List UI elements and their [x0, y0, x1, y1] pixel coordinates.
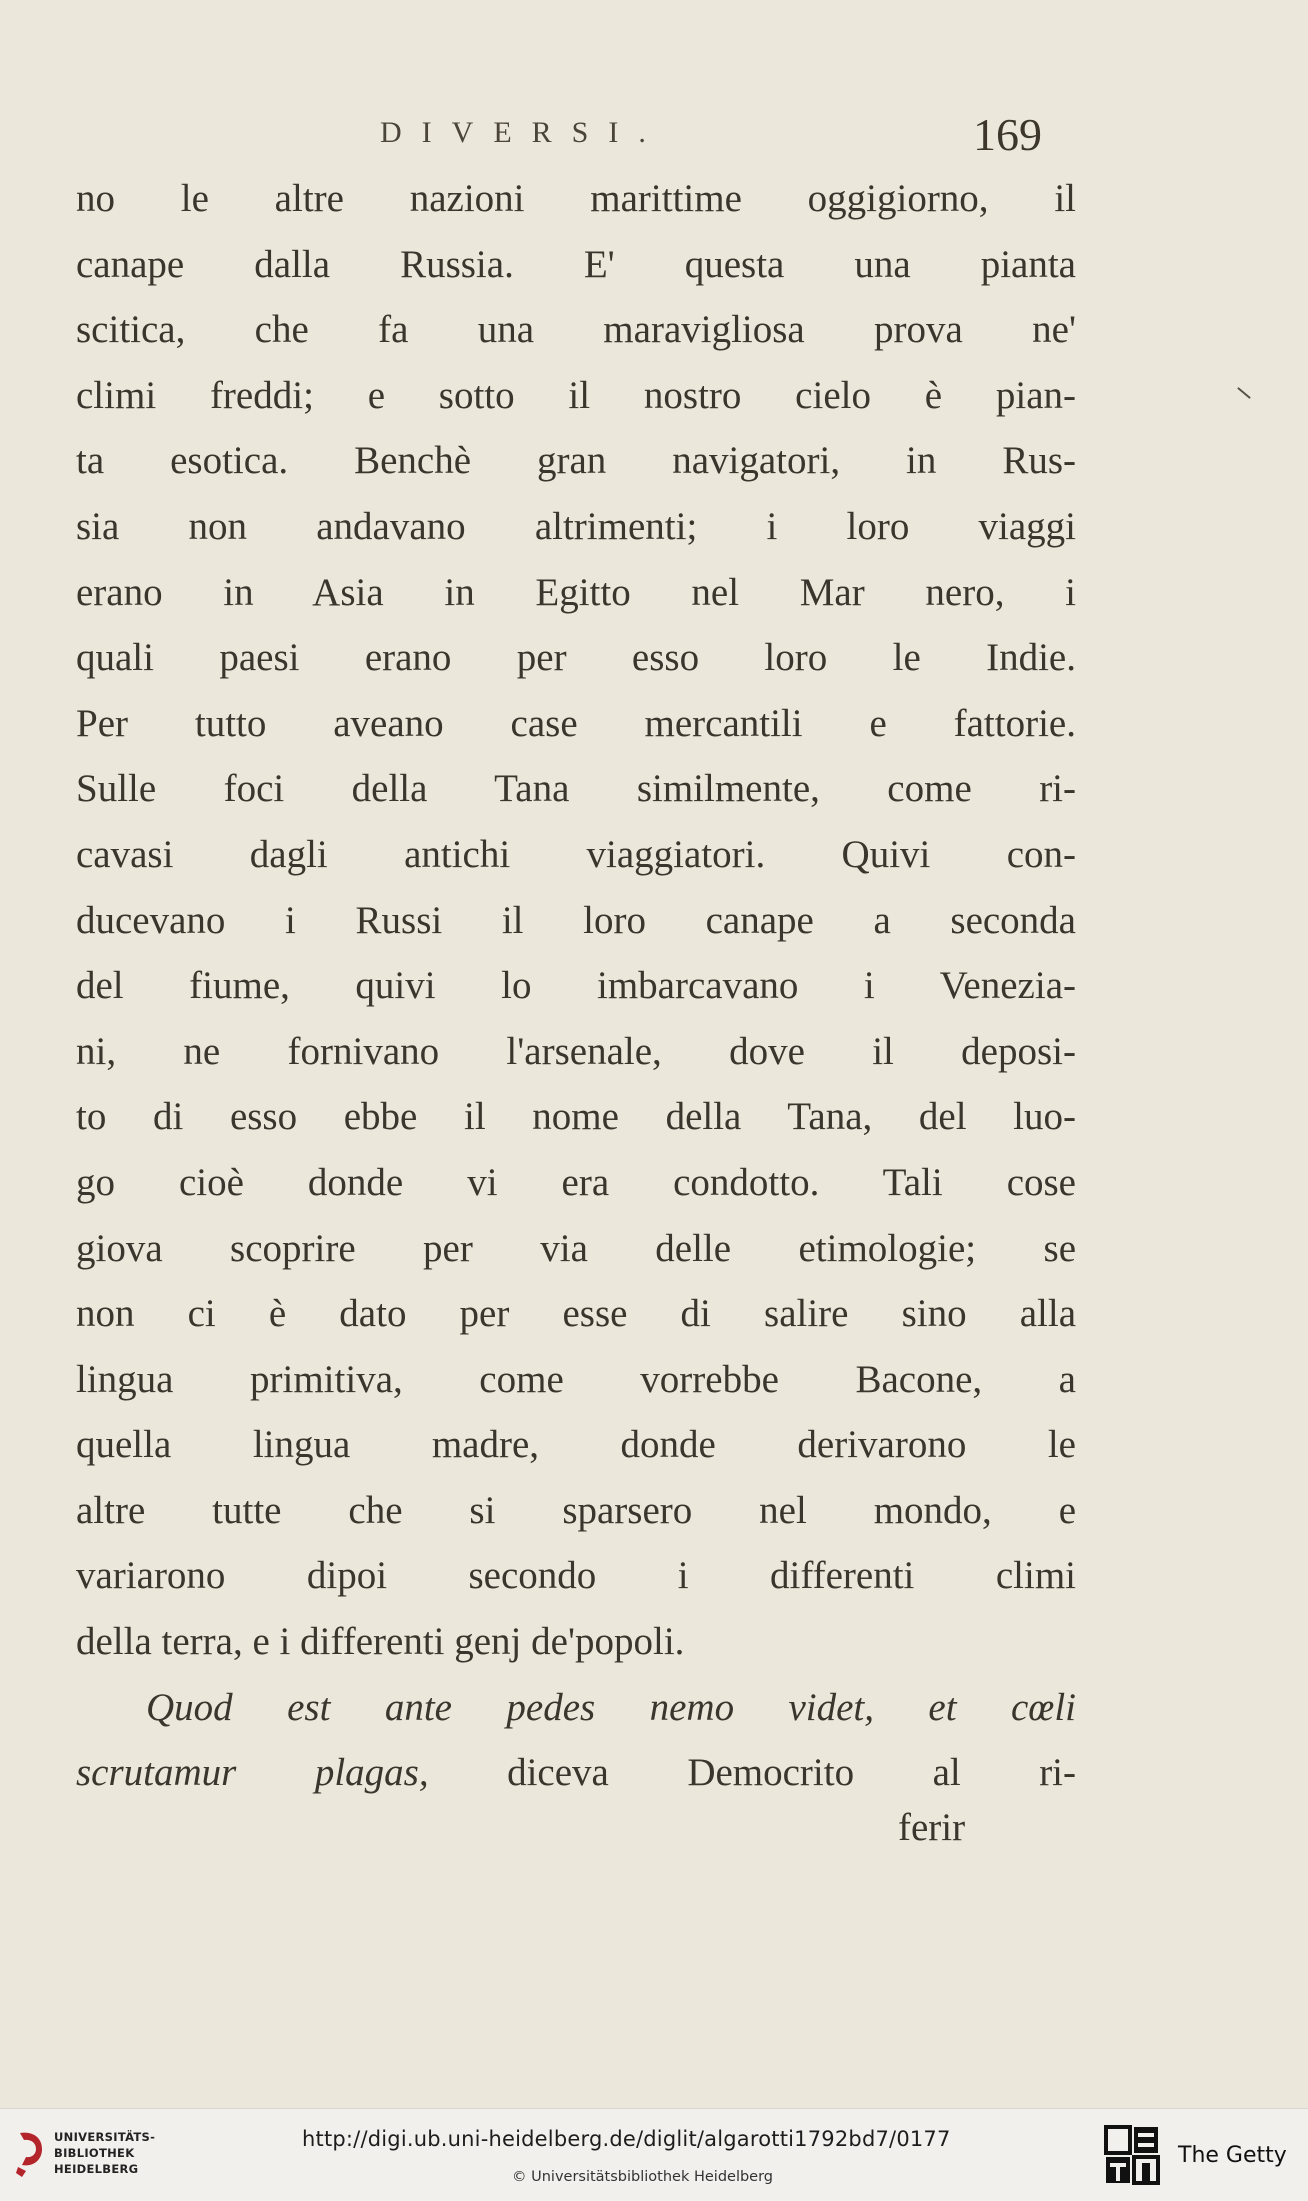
text-line: lingua primitiva, come vorrebbe Bacone, a	[76, 1357, 1076, 1401]
text-line: non ci è dato per esse di salire sino alla	[76, 1292, 1076, 1336]
running-head: DIVERSI.	[380, 116, 666, 149]
margin-mark	[1237, 387, 1251, 399]
text-line: ni, ne fornivano l'arsenale, dove il deposi-	[76, 1029, 1076, 1073]
text-line: erano in Asia in Egitto nel Mar nero, i	[76, 570, 1076, 614]
text-line: no le altre nazioni marittime oggigiorno, il	[76, 177, 1076, 220]
text-line: Sulle foci della Tana similmente, come ri-	[76, 767, 1076, 811]
text-line: sia non andavano altrimenti; i loro viaggi	[76, 504, 1076, 548]
permalink-url[interactable]: http://digi.ub.uni-heidelberg.de/diglit/algarotti1792bd7/0177	[302, 2127, 951, 2151]
text-line: ta esotica. Benchè gran navigatori, in Rus-	[76, 439, 1076, 483]
page-number: 169	[973, 109, 1042, 160]
text-line: ducevano i Russi il loro canape a seconda	[76, 898, 1076, 942]
text-line: go cioè donde vi era condotto. Tali cose	[76, 1160, 1076, 1204]
quote-line-mixed	[76, 1740, 1076, 1806]
text-line: Per tutto aveano case mercantili e fattorie.	[76, 701, 1076, 745]
copyright-notice: © Universitätsbibliothek Heidelberg	[512, 2169, 774, 2185]
text-line: giova scoprire per via delle etimologie; se	[76, 1226, 1076, 1270]
quote-roman-fragment: diceva Democrito al ri-	[428, 1751, 1077, 1795]
text-line: quali paesi erano per esso loro le Indie.	[76, 636, 1076, 680]
text-line: cavasi dagli antichi viaggiatori. Quivi con-	[76, 832, 1076, 876]
library-name	[54, 2129, 155, 2177]
page-header	[0, 108, 1308, 168]
text-line: altre tutte che si sparsero nel mondo, e	[76, 1488, 1076, 1532]
library-name-line: HEIDELBERG	[54, 2162, 139, 2176]
text-line: della terra, e i differenti genj de'popoli.	[76, 1620, 685, 1664]
quote-line: Quod est ante pedes nemo videt, et cœli	[146, 1685, 1076, 1729]
text-line: canape dalla Russia. E' questa una pianta	[76, 242, 1076, 286]
heidelberg-library-logo-icon	[14, 2127, 48, 2179]
text-line: to di esso ebbe il nome della Tana, del luo-	[76, 1095, 1076, 1139]
catchword: ferir	[898, 1806, 966, 1849]
body-text	[76, 166, 1076, 1806]
getty-logo-icon	[1104, 2125, 1160, 2185]
text-line: quella lingua madre, donde derivarono le	[76, 1423, 1076, 1467]
library-name-line: BIBLIOTHEK	[54, 2146, 135, 2160]
text-line: del fiume, quivi lo imbarcavano i Venezia-	[76, 964, 1076, 1008]
quote-italic-fragment: scrutamur plagas,	[76, 1751, 429, 1795]
library-name-line: UNIVERSITÄTS-	[54, 2130, 156, 2144]
text-line: scitica, che fa una maravigliosa prova ne'	[76, 308, 1076, 352]
text-line: variarono dipoi secondo i differenti climi	[76, 1554, 1076, 1598]
text-line: climi freddi; e sotto il nostro cielo è pian-	[76, 373, 1076, 417]
footer-bar	[0, 2108, 1308, 2201]
getty-name: The Getty	[1178, 2143, 1287, 2168]
